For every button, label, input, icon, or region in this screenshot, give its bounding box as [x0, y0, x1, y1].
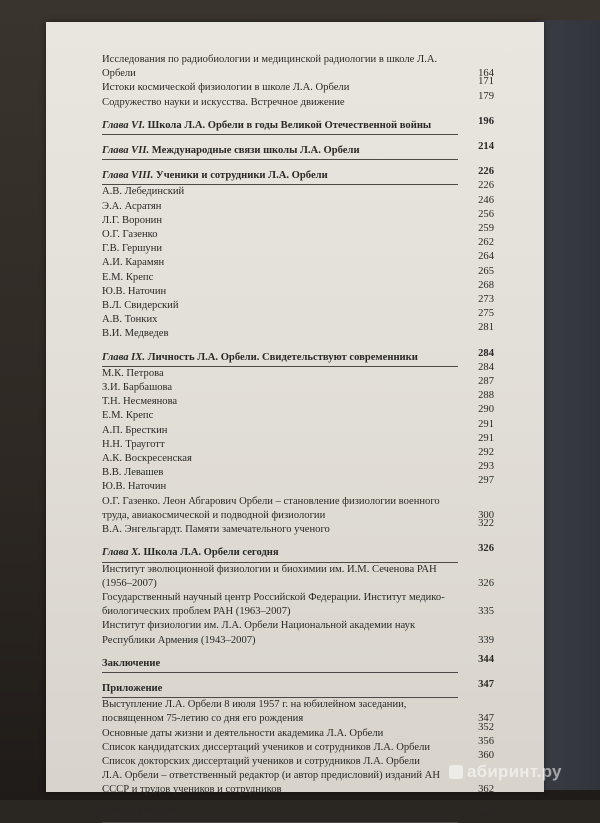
toc-entry-title: А.П. Бресткин [102, 424, 168, 436]
toc-chapter-title [102, 119, 458, 135]
toc-entry-title: А.В. Лебединский [102, 186, 185, 198]
toc-entry-page: 339 [478, 634, 494, 646]
toc-entry-title: Истоки космической физиологии в школе Л.А. Орбели [102, 82, 350, 94]
chapter-name: Школа Л.А. Орбели сегодня [143, 547, 279, 559]
toc-chapter-title [102, 144, 458, 160]
toc-entry-title: А.И. Карамян [102, 257, 165, 269]
toc-chapter-9 [102, 347, 494, 367]
toc-section-index [102, 803, 494, 823]
chapter-name: Международные связи школы Л.А. Орбели [151, 145, 360, 157]
toc-entry-page: 259 [478, 223, 494, 235]
toc-section-conclusion [102, 653, 494, 673]
toc-entry-title: Л.А. Орбели – ответственный редактор (и автор предисловий) изданий АН СССР и трудов учеников и сотрудников [102, 770, 440, 796]
toc-entry [102, 495, 494, 523]
toc-entry-page: 164 [478, 68, 494, 80]
toc-entry-page: 347 [478, 678, 494, 690]
toc-entry-page: 290 [478, 404, 494, 416]
toc-entry-title: Е.М. Крепс [102, 271, 154, 283]
chapter-label: Глава VI. [102, 119, 146, 131]
toc-entry-page: 335 [478, 606, 494, 618]
toc-entry-page: 264 [478, 251, 494, 263]
toc-entry-page: 214 [478, 141, 494, 153]
toc-entry-title: Ю.В. Наточин [102, 285, 167, 297]
toc-entry [102, 237, 494, 256]
toc-entry-page: 356 [478, 735, 494, 747]
toc-entry [102, 563, 494, 591]
toc-entry-title: В.А. Энгельгардт. Памяти замечательного ученого [102, 524, 330, 536]
toc-entry [102, 308, 494, 327]
toc-entry-page: 291 [478, 418, 494, 430]
toc-entry-page: 288 [478, 390, 494, 402]
toc-entry-title: Содружество науки и искусства. Встречное движение [102, 96, 345, 108]
toc-entry-title: О.Г. Газенко [102, 229, 158, 241]
toc-entry [102, 404, 494, 423]
toc-entry [102, 518, 494, 537]
toc-entry-title: З.И. Барбашова [102, 382, 173, 394]
toc-chapter-7 [102, 141, 494, 160]
toc-section-title: Приложение [102, 682, 458, 698]
toc-entry-page: 297 [478, 475, 494, 487]
toc-entry-page: 284 [478, 347, 494, 359]
toc-entry [102, 418, 494, 438]
toc-entry-title: Н.Н. Трауготт [102, 438, 165, 450]
toc-entry-page: 360 [478, 749, 494, 761]
toc-entry [102, 223, 494, 242]
toc-entry-page: 291 [478, 432, 494, 444]
toc-entry-title: Список кандидатских диссертаций учеников и сотрудников Л.А. Орбели [102, 741, 431, 753]
toc-entry-page: 226 [478, 180, 494, 192]
toc-entry-title: Ю.В. Наточин [102, 481, 167, 493]
toc-entry-page: 196 [478, 115, 494, 127]
book-cover-edge [536, 20, 600, 790]
toc-entry-page: 326 [478, 543, 494, 555]
toc-entry [102, 619, 494, 647]
toc-chapter-10 [102, 543, 494, 562]
toc-entry-title: А.К. Воскресенская [102, 453, 192, 465]
toc-entry [102, 749, 494, 769]
toc-entry-page: 281 [478, 322, 494, 334]
toc-entry [102, 461, 494, 480]
toc-entry-page: 262 [478, 237, 494, 249]
toc-entry [102, 475, 494, 494]
chapter-name: Личность Л.А. Орбели. Свидетельствуют современники [147, 351, 418, 363]
toc-entry-page: 326 [478, 577, 494, 589]
toc-entry-page: 284 [478, 361, 494, 373]
toc-chapter-title [102, 169, 458, 185]
toc-entry-page: 226 [478, 166, 494, 178]
toc-section-appendix [102, 678, 494, 698]
toc-entry [102, 361, 494, 381]
toc-entry [102, 591, 494, 619]
toc-entry-page: 273 [478, 294, 494, 306]
toc-entry [102, 53, 494, 81]
toc-entry-page: 365 [478, 803, 494, 815]
toc-entry [102, 76, 494, 95]
toc-entry [102, 294, 494, 313]
toc-entry-page: 292 [478, 447, 494, 459]
toc-entry-page: 179 [478, 90, 494, 102]
toc-entry [102, 279, 494, 299]
toc-entry [102, 390, 494, 409]
toc-section-title: Указатель имен [102, 807, 458, 823]
toc-entry [102, 208, 494, 228]
toc-entry-page: 347 [478, 713, 494, 725]
labirint-logo-icon [449, 765, 463, 779]
toc-entry-page: 256 [478, 208, 494, 220]
toc-entry-page: 287 [478, 376, 494, 388]
chapter-label: Глава X. [102, 547, 141, 559]
chapter-name: Ученики и сотрудники Л.А. Орбели [155, 170, 328, 182]
toc-chapter-title [102, 351, 458, 367]
toc-chapter-8 [102, 166, 494, 185]
toc-entry-title: Г.В. Гершуни [102, 243, 163, 255]
toc-entry-title: Выступление Л.А. Орбели 8 июля 1957 г. на юбилейном заседании, посвященном 75-летию со дня его рождения [102, 699, 407, 725]
toc-entry-title: Л.Г. Воронин [102, 214, 163, 226]
watermark-text: абиринт.ру [467, 762, 562, 781]
toc-entry [102, 721, 494, 741]
toc-entry [102, 735, 494, 755]
toc-entry-title: О.Г. Газенко. Леон Абгарович Орбели – становление физиологии военного труда, авиакосмической и подводной физиологии [102, 495, 440, 521]
toc-entry-title: Е.М. Крепс [102, 410, 154, 422]
toc-entry-page: 268 [478, 279, 494, 291]
toc-entry-page: 344 [478, 653, 494, 665]
toc-entry-title: Основные даты жизни и деятельности академика Л.А. Орбели [102, 727, 384, 739]
toc-entry-title: Список докторских диссертаций учеников и сотрудников Л.А. Орбели [102, 755, 420, 767]
table-of-contents [102, 53, 494, 823]
toc-entry-page: 275 [478, 308, 494, 320]
chapter-label: Глава VII. [102, 145, 150, 157]
toc-entry-page: 246 [478, 194, 494, 206]
toc-entry [102, 447, 494, 466]
toc-entry [102, 265, 494, 285]
toc-entry [102, 769, 494, 797]
toc-entry-page: 322 [478, 518, 494, 530]
toc-entry-page: 171 [478, 76, 494, 88]
toc-entry-title: М.К. Петрова [102, 367, 164, 379]
toc-chapter-title [102, 546, 458, 562]
toc-entry [102, 376, 494, 395]
toc-entry-page: 352 [478, 721, 494, 733]
toc-entry-title: Т.Н. Несмеянова [102, 396, 178, 408]
toc-entry [102, 251, 494, 270]
toc-entry [102, 322, 494, 341]
chapter-name: Школа Л.А. Орбели в годы Великой Отечественной войны [147, 119, 432, 131]
toc-entry-title: Институт эволюционной физиологии и биохимии им. И.М. Сеченова РАН (1956–2007) [102, 563, 437, 589]
toc-entry-title: А.В. Тонких [102, 314, 158, 326]
site-watermark [449, 762, 562, 782]
toc-entry-page: 265 [478, 265, 494, 277]
toc-entry-page: 300 [478, 509, 494, 521]
toc-entry [102, 90, 494, 110]
toc-entry [102, 194, 494, 214]
toc-entry-page: 293 [478, 461, 494, 473]
toc-entry [102, 180, 494, 199]
toc-entry-title: Институт физиологии им. Л.А. Орбели Национальной академии наук Республики Армения (1943–2007) [102, 620, 416, 646]
toc-entry [102, 698, 494, 726]
toc-entry-title: В.Л. Свидерский [102, 300, 179, 312]
toc-entry-page: 362 [478, 784, 494, 796]
toc-entry-title: Исследования по радиобиологии и медицинской радиологии в школе Л.А. Орбели [102, 54, 438, 80]
toc-entry-title: Государственный научный центр Российской Федерации. Институт медико-биологических проблем РАН (1963–2007) [102, 591, 445, 618]
chapter-label: Глава VIII. [102, 170, 154, 182]
toc-section-title: Заключение [102, 657, 458, 673]
toc-entry-title: Э.А. Асратян [102, 200, 162, 212]
toc-entry-title: В.В. Левашев [102, 467, 164, 479]
toc-entry [102, 432, 494, 452]
toc-chapter-6 [102, 115, 494, 135]
chapter-label: Глава IX. [102, 351, 146, 363]
toc-entry-title: В.И. Медведев [102, 328, 169, 340]
